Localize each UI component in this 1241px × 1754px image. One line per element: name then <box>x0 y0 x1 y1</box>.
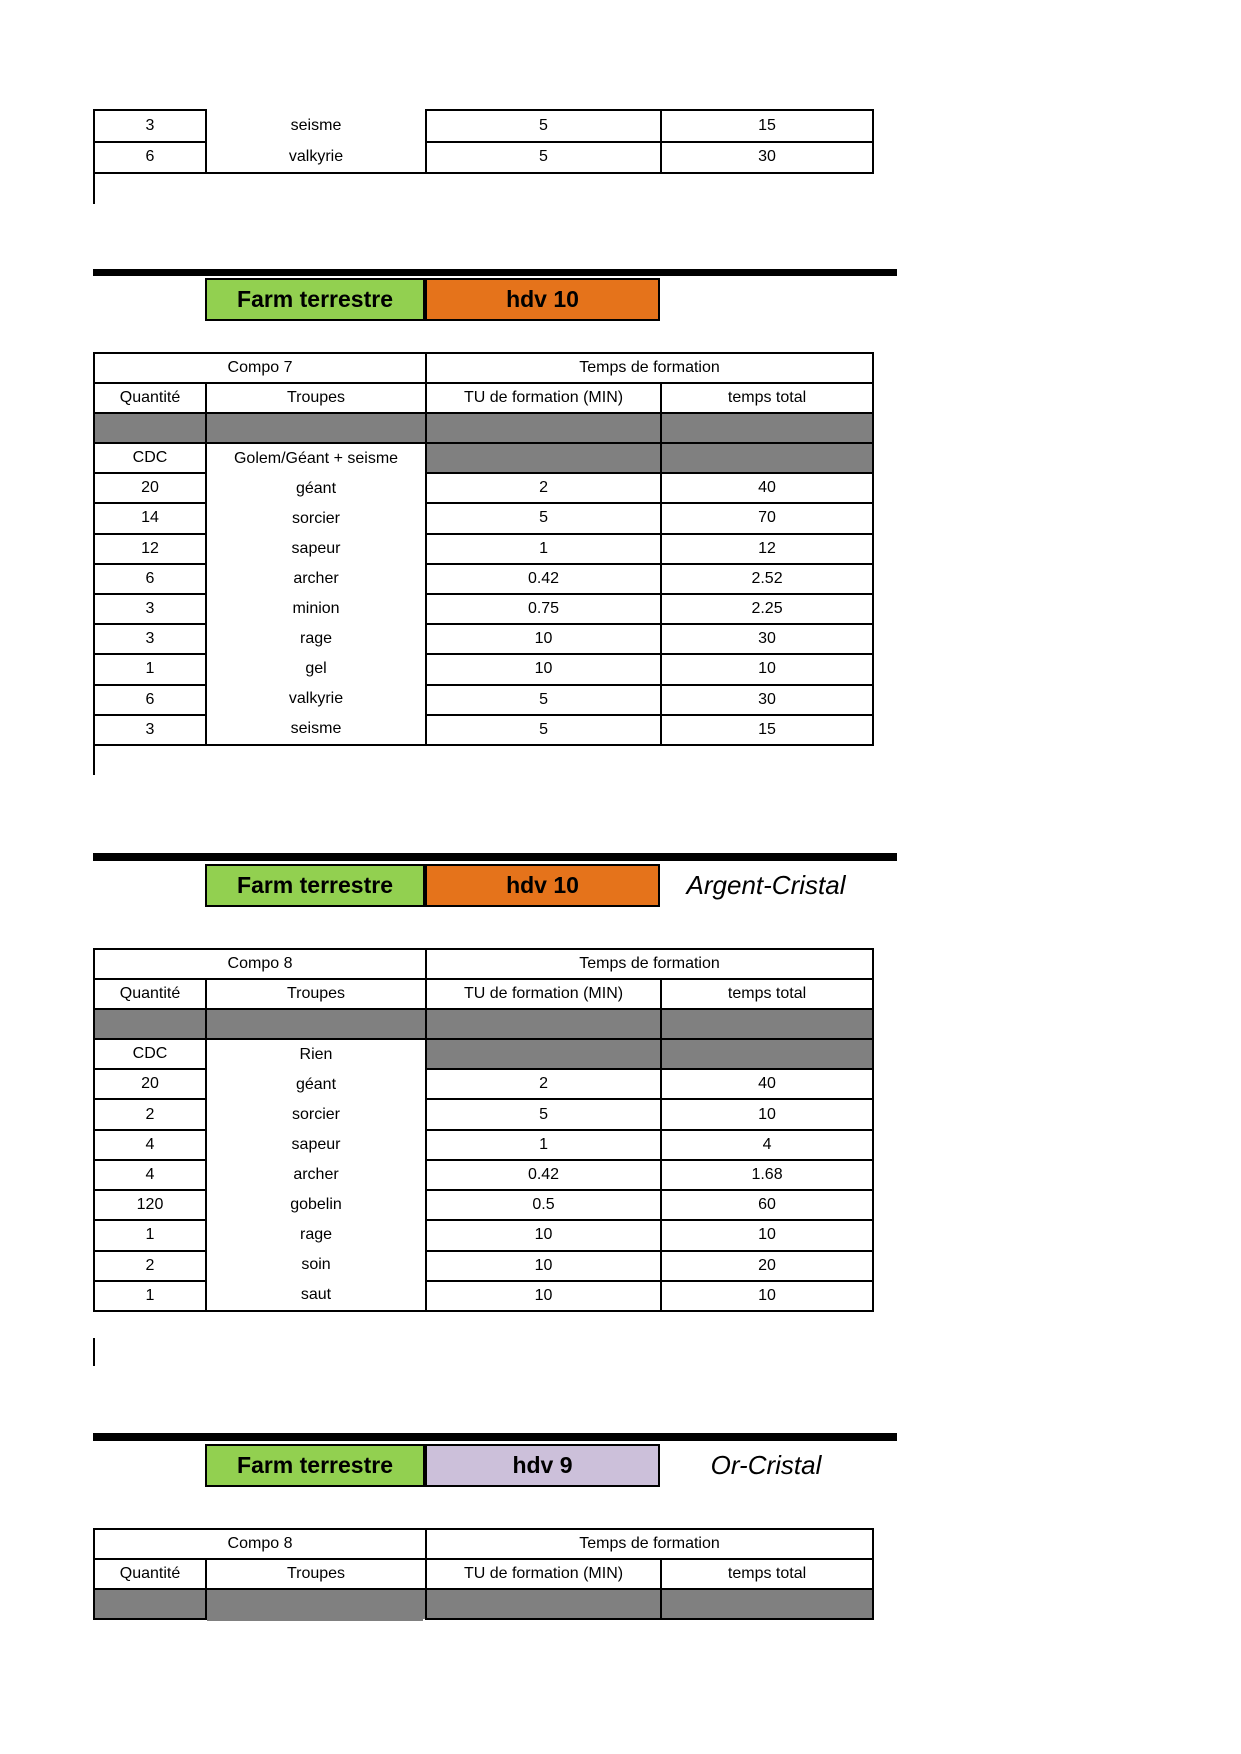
troupe-label: gel <box>305 660 327 677</box>
total-cell: 12 <box>661 534 873 564</box>
tu-cell: 0.42 <box>426 564 661 594</box>
total-cell: 60 <box>661 1190 873 1220</box>
tu-cell: 5 <box>426 503 661 533</box>
gray-cell <box>426 1009 661 1039</box>
troupe-label: valkyrie <box>288 690 344 707</box>
troupe-label: minion <box>292 600 340 617</box>
section-header-row <box>94 949 873 979</box>
troupe-label: saut <box>300 1286 332 1303</box>
cdc-row <box>94 443 873 473</box>
troupe-label: archer <box>293 570 339 587</box>
qty-cell: 1 <box>94 654 206 684</box>
troupe-label: soin <box>301 1256 331 1273</box>
section-header-row <box>94 353 873 383</box>
banner-title: Farm terrestre <box>205 864 425 907</box>
qty-cell: 1 <box>94 1220 206 1250</box>
qty-cell: 14 <box>94 503 206 533</box>
troupe-label: seisme <box>290 117 342 134</box>
total-cell: 30 <box>661 685 873 715</box>
qty-cell: 3 <box>94 715 206 745</box>
gray-spacer-row <box>94 413 873 443</box>
troupe-label: valkyrie <box>288 148 344 165</box>
section-rule <box>93 269 897 276</box>
banner-hdv: hdv 10 <box>425 864 660 907</box>
table-compo-8-hdv9-partial <box>93 1528 874 1620</box>
compo-label-cell: Compo 8 <box>94 1529 426 1559</box>
total-cell: 4 <box>661 1130 873 1160</box>
tu-cell: 2 <box>426 473 661 503</box>
qty-cell: 20 <box>94 1069 206 1099</box>
qty-cell: 2 <box>94 1099 206 1129</box>
troupe-merged-cell <box>206 110 426 173</box>
gray-cell <box>426 413 661 443</box>
column-header-row <box>94 1559 873 1589</box>
total-cell: 10 <box>661 1099 873 1129</box>
troupe-label: sorcier <box>292 1106 341 1123</box>
banner-title: Farm terrestre <box>205 278 425 321</box>
compo-label-cell: Compo 8 <box>94 949 426 979</box>
qty-cell: 6 <box>94 142 206 174</box>
qty-cell: 1 <box>94 1281 206 1311</box>
table-continuation-top <box>93 109 874 174</box>
gray-cell <box>661 1009 873 1039</box>
gray-cell <box>661 413 873 443</box>
tu-cell: 5 <box>426 1099 661 1129</box>
tu-cell: 2 <box>426 1069 661 1099</box>
table-compo-8 <box>93 948 874 1312</box>
qty-header-cell: Quantité <box>94 979 206 1009</box>
qty-cell: 2 <box>94 1251 206 1281</box>
banner-hdv: hdv 9 <box>425 1444 660 1487</box>
gray-spacer-row <box>94 1009 873 1039</box>
gray-cell <box>661 1039 873 1069</box>
troupe-label: sorcier <box>292 510 341 527</box>
total-cell: 2.25 <box>661 594 873 624</box>
troupe-label: sapeur <box>291 1136 341 1153</box>
troupe-label: sapeur <box>291 540 341 557</box>
tu-header-cell: TU de formation (MIN) <box>426 383 661 413</box>
total-header-cell: temps total <box>661 979 873 1009</box>
gray-cell <box>426 1039 661 1069</box>
tu-cell: 1 <box>426 1130 661 1160</box>
troupe-header-cell: Troupes <box>206 383 426 413</box>
total-cell: 40 <box>661 1069 873 1099</box>
tu-cell: 10 <box>426 624 661 654</box>
qty-cell: CDC <box>94 1039 206 1069</box>
qty-header-cell: Quantité <box>94 383 206 413</box>
gray-cell <box>206 1009 426 1039</box>
section-rule <box>93 853 897 861</box>
tu-cell: 5 <box>426 685 661 715</box>
tu-header-cell: TU de formation (MIN) <box>426 979 661 1009</box>
troupe-label: seisme <box>290 720 342 737</box>
banner-hdv: hdv 10 <box>425 278 660 321</box>
total-cell: 20 <box>661 1251 873 1281</box>
tu-cell: 0.5 <box>426 1190 661 1220</box>
tu-header-cell: TU de formation (MIN) <box>426 1559 661 1589</box>
troupe-merged-cell <box>206 1039 426 1311</box>
qty-cell: 3 <box>94 594 206 624</box>
troupe-label: géant <box>295 480 337 497</box>
gray-cell <box>661 443 873 473</box>
total-cell: 40 <box>661 473 873 503</box>
troupe-label: Golem/Géant + seisme <box>233 450 399 467</box>
tu-cell: 0.75 <box>426 594 661 624</box>
tu-cell: 10 <box>426 1220 661 1250</box>
total-cell: 10 <box>661 654 873 684</box>
qty-cell: CDC <box>94 443 206 473</box>
gray-cell <box>206 413 426 443</box>
qty-cell: 4 <box>94 1130 206 1160</box>
troupe-label: géant <box>295 1076 337 1093</box>
qty-cell: 3 <box>94 110 206 142</box>
banner-note: Argent-Cristal <box>686 870 846 900</box>
section-header-row <box>94 1529 873 1559</box>
tu-cell: 1 <box>426 534 661 564</box>
qty-cell: 3 <box>94 624 206 654</box>
tu-cell: 5 <box>426 142 661 174</box>
total-header-cell: temps total <box>661 383 873 413</box>
formation-label-cell: Temps de formation <box>426 353 873 383</box>
gray-cell <box>426 443 661 473</box>
compo-label-cell: Compo 7 <box>94 353 426 383</box>
tu-cell: 0.42 <box>426 1160 661 1190</box>
column-header-row <box>94 979 873 1009</box>
qty-cell: 4 <box>94 1160 206 1190</box>
qty-cell: 12 <box>94 534 206 564</box>
banner-title: Farm terrestre <box>205 1444 425 1487</box>
total-cell: 70 <box>661 503 873 533</box>
gray-cell <box>426 1589 661 1619</box>
formation-label-cell: Temps de formation <box>426 1529 873 1559</box>
column-header-row <box>94 383 873 413</box>
qty-cell: 6 <box>94 685 206 715</box>
table-compo-7 <box>93 352 874 746</box>
tu-cell: 5 <box>426 715 661 745</box>
section-rule <box>93 1433 897 1441</box>
qty-header-cell: Quantité <box>94 1559 206 1589</box>
gray-bleed <box>207 1612 423 1621</box>
troupe-label: archer <box>293 1166 339 1183</box>
total-header-cell: temps total <box>661 1559 873 1589</box>
gray-cell <box>94 1009 206 1039</box>
total-cell: 30 <box>661 624 873 654</box>
qty-cell: 120 <box>94 1190 206 1220</box>
gray-cell <box>94 1589 206 1619</box>
troupe-label: Rien <box>299 1046 333 1063</box>
total-cell: 10 <box>661 1281 873 1311</box>
formation-label-cell: Temps de formation <box>426 949 873 979</box>
tu-cell: 10 <box>426 654 661 684</box>
table-row <box>94 110 873 142</box>
page-break-tick <box>93 1338 95 1366</box>
qty-cell: 6 <box>94 564 206 594</box>
gray-cell <box>661 1589 873 1619</box>
page-break-tick <box>93 742 95 775</box>
qty-cell: 20 <box>94 473 206 503</box>
troupe-merged-cell <box>206 443 426 745</box>
total-cell: 2.52 <box>661 564 873 594</box>
troupe-header-cell: Troupes <box>206 979 426 1009</box>
tu-cell: 5 <box>426 110 661 142</box>
total-cell: 1.68 <box>661 1160 873 1190</box>
total-cell: 30 <box>661 142 873 174</box>
total-cell: 15 <box>661 110 873 142</box>
troupe-label: rage <box>299 630 333 647</box>
page-break-tick <box>93 171 95 204</box>
tu-cell: 10 <box>426 1281 661 1311</box>
total-cell: 10 <box>661 1220 873 1250</box>
troupe-header-cell: Troupes <box>206 1559 426 1589</box>
total-cell: 15 <box>661 715 873 745</box>
gray-cell <box>94 413 206 443</box>
banner-note: Or-Cristal <box>710 1450 822 1480</box>
tu-cell: 10 <box>426 1251 661 1281</box>
troupe-label: rage <box>299 1226 333 1243</box>
troupe-label: gobelin <box>290 1196 342 1213</box>
cdc-row <box>94 1039 873 1069</box>
